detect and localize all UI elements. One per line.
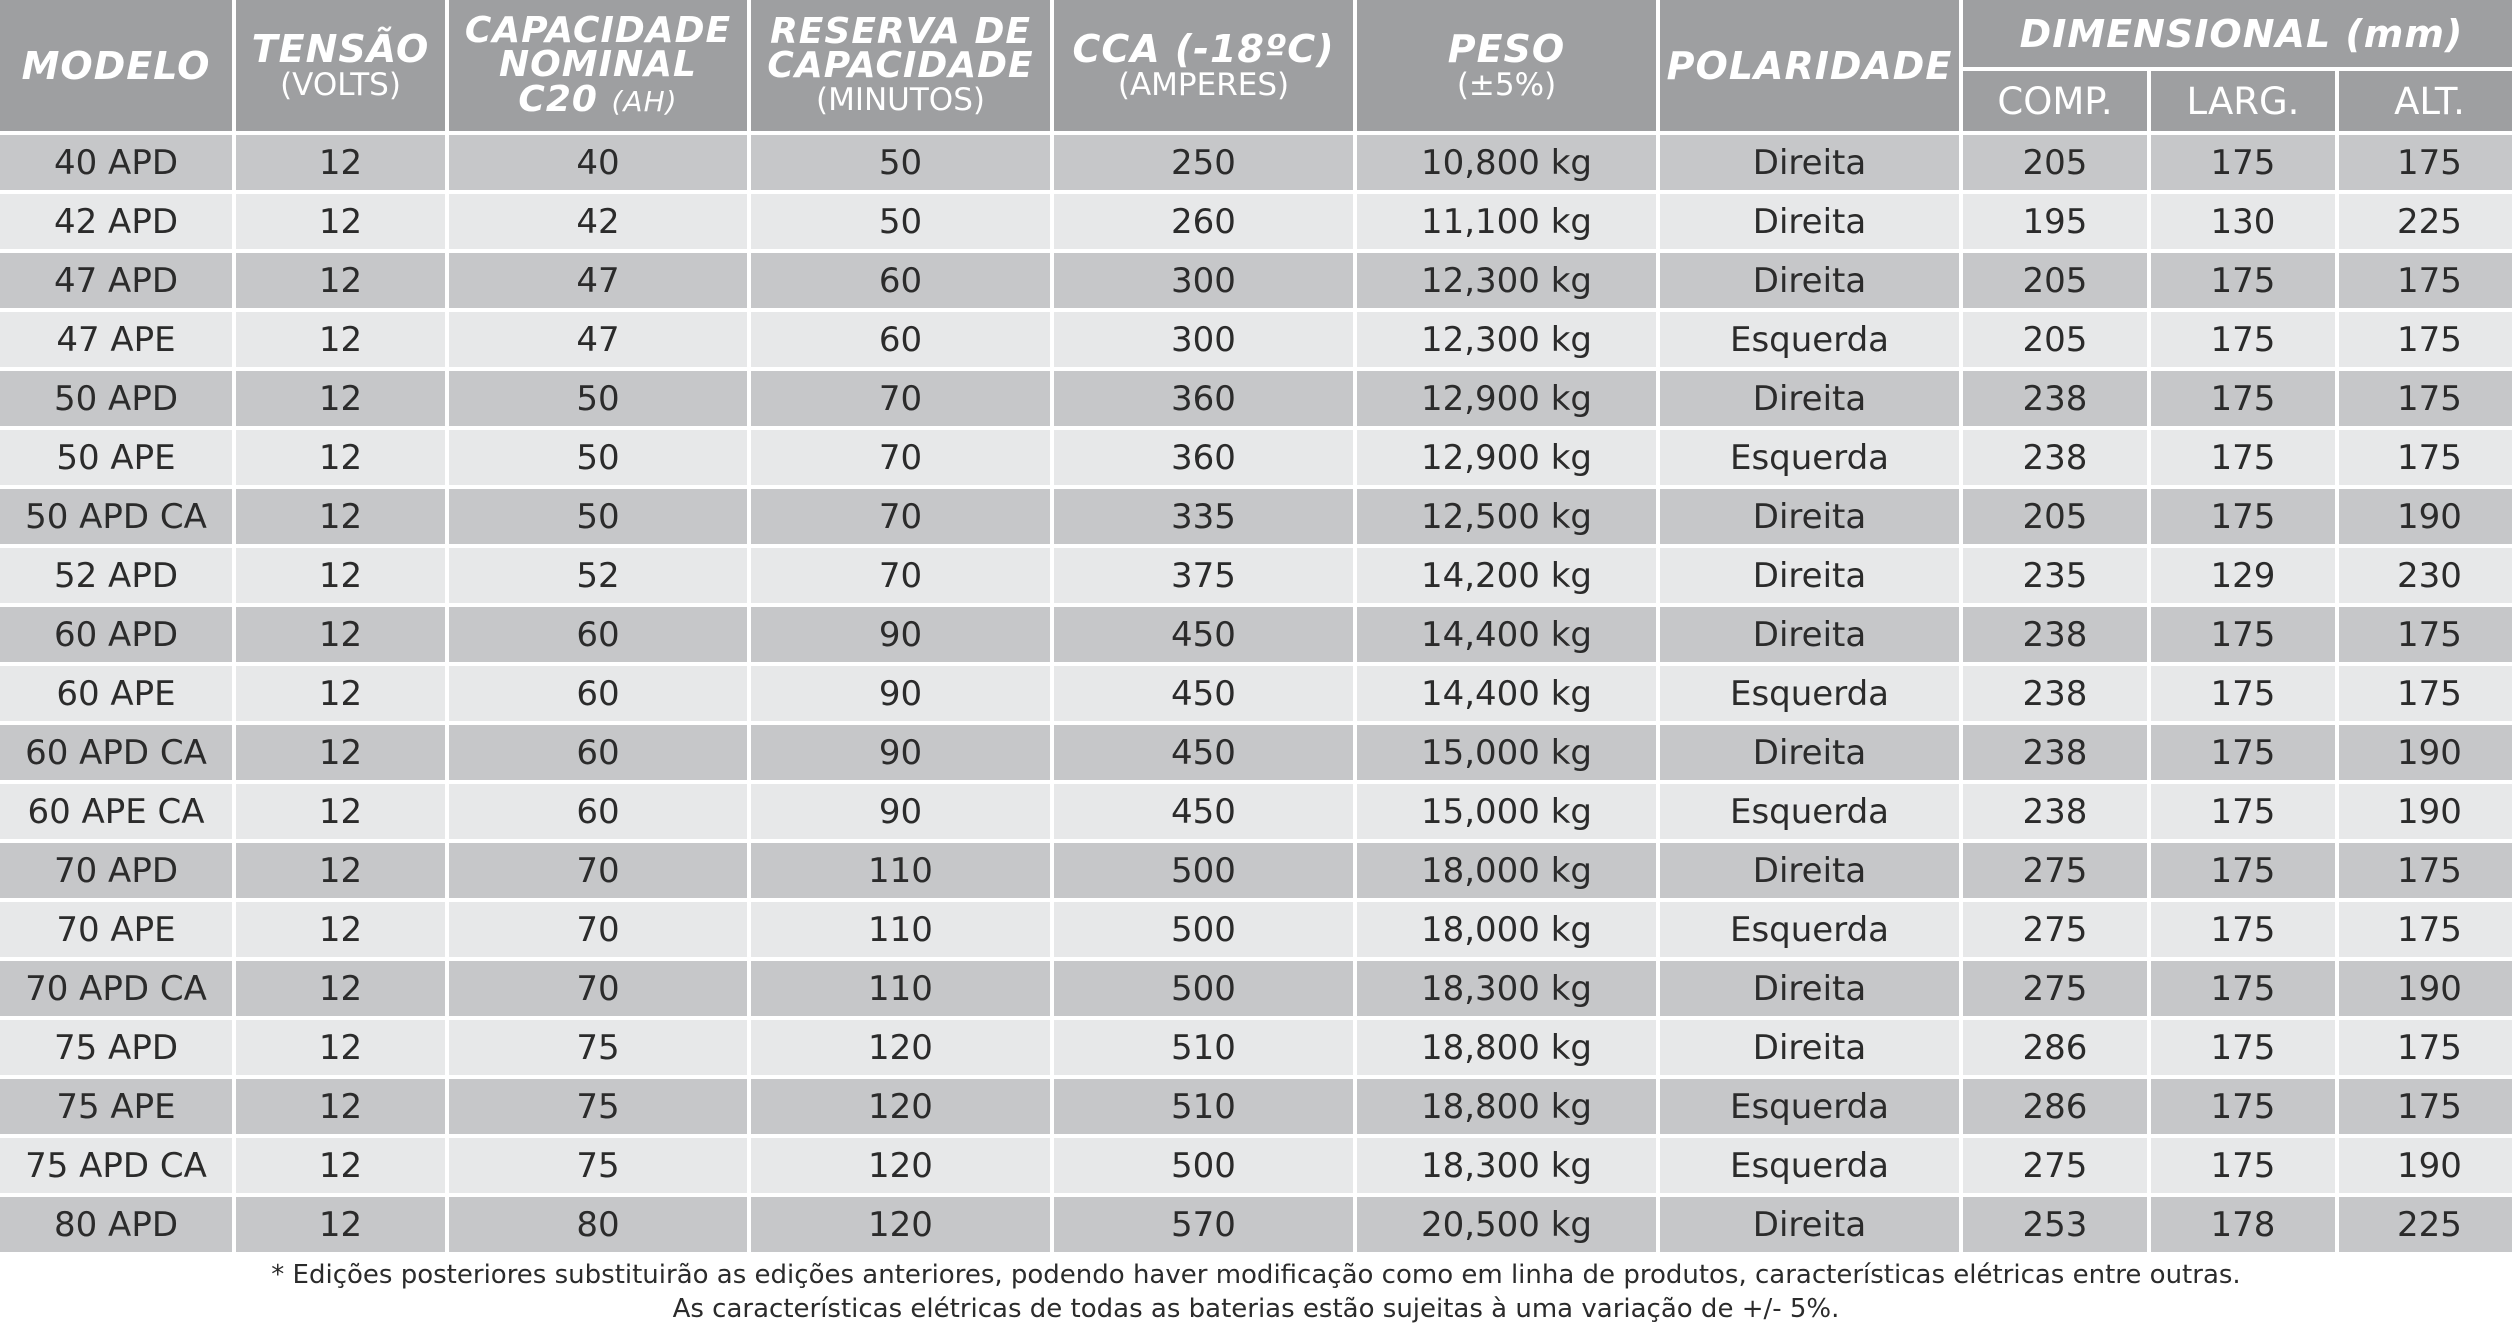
cell-peso: 12,300 kg: [1357, 312, 1656, 367]
cell-alt: 175: [2339, 430, 2512, 485]
table-row: [0, 371, 2512, 426]
cell-polaridade: Esquerda: [1660, 666, 1959, 721]
cell-alt: 175: [2339, 843, 2512, 898]
cell-modelo: 50 APD CA: [0, 489, 232, 544]
cell-peso: 18,000 kg: [1357, 902, 1656, 957]
table-row: [0, 784, 2512, 839]
cell-capacidade: 47: [449, 253, 747, 308]
table-row: [0, 253, 2512, 308]
cell-larg: 175: [2151, 784, 2335, 839]
cell-modelo: 80 APD: [0, 1197, 232, 1252]
cell-capacidade: 70: [449, 843, 747, 898]
cell-polaridade: Direita: [1660, 135, 1959, 190]
cell-cca: 450: [1054, 666, 1353, 721]
cell-cca: 450: [1054, 784, 1353, 839]
cell-cca: 500: [1054, 843, 1353, 898]
cell-peso: 14,400 kg: [1357, 666, 1656, 721]
cell-peso: 18,300 kg: [1357, 961, 1656, 1016]
cell-cca: 510: [1054, 1079, 1353, 1134]
cell-peso: 18,800 kg: [1357, 1020, 1656, 1075]
footnote-line-2: As características elétricas de todas as baterias estão sujeitas à uma variação de +/- 5%.: [672, 1294, 1840, 1324]
cell-tensao: 12: [236, 1138, 445, 1193]
footnote-line-1: * Edições posteriores substituirão as edições anteriores, podendo haver modificação como em linha de produtos, características elétricas entre outras.: [271, 1260, 2241, 1290]
cell-comp: 195: [1963, 194, 2147, 249]
header-tensao: TENSÃO (VOLTS): [236, 0, 445, 131]
cell-larg: 175: [2151, 135, 2335, 190]
cell-reserva: 120: [751, 1138, 1050, 1193]
cell-comp: 238: [1963, 371, 2147, 426]
cell-alt: 175: [2339, 607, 2512, 662]
cell-reserva: 90: [751, 725, 1050, 780]
cell-reserva: 110: [751, 843, 1050, 898]
cell-tensao: 12: [236, 430, 445, 485]
cell-modelo: 52 APD: [0, 548, 232, 603]
cell-capacidade: 47: [449, 312, 747, 367]
cell-alt: 175: [2339, 1079, 2512, 1134]
cell-cca: 450: [1054, 725, 1353, 780]
cell-capacidade: 75: [449, 1020, 747, 1075]
cell-cca: 500: [1054, 902, 1353, 957]
cell-alt: 225: [2339, 1197, 2512, 1252]
table-row: [0, 961, 2512, 1016]
cell-modelo: 50 APE: [0, 430, 232, 485]
cell-comp: 205: [1963, 489, 2147, 544]
header-alt: ALT.: [2339, 71, 2512, 131]
cell-tensao: 12: [236, 253, 445, 308]
cell-capacidade: 50: [449, 430, 747, 485]
header-capacidade: CAPACIDADE NOMINAL C20 (AH): [449, 0, 747, 131]
cell-peso: 18,300 kg: [1357, 1138, 1656, 1193]
cell-tensao: 12: [236, 725, 445, 780]
cell-peso: 15,000 kg: [1357, 784, 1656, 839]
cell-cca: 500: [1054, 961, 1353, 1016]
cell-larg: 175: [2151, 1138, 2335, 1193]
cell-cca: 300: [1054, 312, 1353, 367]
cell-comp: 235: [1963, 548, 2147, 603]
cell-capacidade: 52: [449, 548, 747, 603]
cell-alt: 175: [2339, 666, 2512, 721]
cell-peso: 14,200 kg: [1357, 548, 1656, 603]
cell-capacidade: 60: [449, 784, 747, 839]
cell-cca: 335: [1054, 489, 1353, 544]
header-modelo: MODELO: [0, 0, 232, 131]
cell-polaridade: Direita: [1660, 194, 1959, 249]
cell-cca: 250: [1054, 135, 1353, 190]
cell-polaridade: Esquerda: [1660, 784, 1959, 839]
table-row: [0, 135, 2512, 190]
header-comp: COMP.: [1963, 71, 2147, 131]
cell-capacidade: 70: [449, 902, 747, 957]
header-polaridade: POLARIDADE: [1660, 0, 1959, 131]
cell-peso: 12,900 kg: [1357, 371, 1656, 426]
cell-tensao: 12: [236, 194, 445, 249]
cell-cca: 360: [1054, 371, 1353, 426]
cell-larg: 129: [2151, 548, 2335, 603]
cell-alt: 190: [2339, 489, 2512, 544]
cell-peso: 11,100 kg: [1357, 194, 1656, 249]
cell-alt: 190: [2339, 725, 2512, 780]
cell-reserva: 120: [751, 1020, 1050, 1075]
cell-alt: 190: [2339, 961, 2512, 1016]
table-row: [0, 902, 2512, 957]
cell-cca: 500: [1054, 1138, 1353, 1193]
cell-tensao: 12: [236, 312, 445, 367]
cell-larg: 175: [2151, 666, 2335, 721]
cell-comp: 275: [1963, 843, 2147, 898]
cell-comp: 275: [1963, 961, 2147, 1016]
cell-reserva: 110: [751, 961, 1050, 1016]
cell-comp: 205: [1963, 312, 2147, 367]
table-row: [0, 1020, 2512, 1075]
cell-larg: 175: [2151, 902, 2335, 957]
cell-alt: 175: [2339, 1020, 2512, 1075]
cell-comp: 286: [1963, 1079, 2147, 1134]
header-peso: PESO (±5%): [1357, 0, 1656, 131]
cell-polaridade: Esquerda: [1660, 1138, 1959, 1193]
cell-peso: 14,400 kg: [1357, 607, 1656, 662]
cell-polaridade: Direita: [1660, 253, 1959, 308]
cell-larg: 130: [2151, 194, 2335, 249]
table-row: [0, 194, 2512, 249]
cell-capacidade: 50: [449, 489, 747, 544]
cell-reserva: 90: [751, 666, 1050, 721]
cell-modelo: 42 APD: [0, 194, 232, 249]
cell-reserva: 70: [751, 548, 1050, 603]
cell-capacidade: 60: [449, 666, 747, 721]
table-row: [0, 725, 2512, 780]
table-body: [0, 135, 2512, 1252]
cell-modelo: 40 APD: [0, 135, 232, 190]
cell-modelo: 60 APD: [0, 607, 232, 662]
cell-polaridade: Esquerda: [1660, 430, 1959, 485]
cell-capacidade: 75: [449, 1138, 747, 1193]
table-row: [0, 1197, 2512, 1252]
cell-capacidade: 75: [449, 1079, 747, 1134]
cell-alt: 225: [2339, 194, 2512, 249]
cell-tensao: 12: [236, 784, 445, 839]
table-row: [0, 489, 2512, 544]
header-larg: LARG.: [2151, 71, 2335, 131]
cell-tensao: 12: [236, 607, 445, 662]
cell-cca: 570: [1054, 1197, 1353, 1252]
cell-polaridade: Esquerda: [1660, 1079, 1959, 1134]
cell-modelo: 70 APD CA: [0, 961, 232, 1016]
cell-larg: 175: [2151, 1079, 2335, 1134]
cell-tensao: 12: [236, 371, 445, 426]
cell-comp: 238: [1963, 666, 2147, 721]
cell-reserva: 120: [751, 1197, 1050, 1252]
cell-polaridade: Direita: [1660, 371, 1959, 426]
cell-modelo: 50 APD: [0, 371, 232, 426]
cell-peso: 18,800 kg: [1357, 1079, 1656, 1134]
table-row: [0, 843, 2512, 898]
cell-tensao: 12: [236, 548, 445, 603]
cell-comp: 238: [1963, 607, 2147, 662]
header-cca: CCA (-18ºC) (AMPERES): [1054, 0, 1353, 131]
cell-capacidade: 60: [449, 725, 747, 780]
cell-reserva: 60: [751, 253, 1050, 308]
cell-larg: 175: [2151, 253, 2335, 308]
cell-peso: 20,500 kg: [1357, 1197, 1656, 1252]
cell-polaridade: Direita: [1660, 843, 1959, 898]
cell-comp: 205: [1963, 253, 2147, 308]
table-row: [0, 607, 2512, 662]
cell-larg: 175: [2151, 607, 2335, 662]
cell-cca: 450: [1054, 607, 1353, 662]
cell-larg: 175: [2151, 371, 2335, 426]
footnotes: [0, 1258, 2512, 1326]
cell-larg: 175: [2151, 489, 2335, 544]
cell-polaridade: Direita: [1660, 607, 1959, 662]
table-row: [0, 666, 2512, 721]
cell-comp: 253: [1963, 1197, 2147, 1252]
cell-larg: 175: [2151, 430, 2335, 485]
cell-tensao: 12: [236, 489, 445, 544]
cell-polaridade: Direita: [1660, 1020, 1959, 1075]
cell-modelo: 75 APD: [0, 1020, 232, 1075]
table-row: [0, 430, 2512, 485]
cell-alt: 175: [2339, 253, 2512, 308]
cell-cca: 300: [1054, 253, 1353, 308]
cell-alt: 175: [2339, 371, 2512, 426]
cell-larg: 175: [2151, 725, 2335, 780]
cell-modelo: 70 APE: [0, 902, 232, 957]
cell-comp: 238: [1963, 725, 2147, 780]
cell-alt: 230: [2339, 548, 2512, 603]
cell-cca: 360: [1054, 430, 1353, 485]
cell-polaridade: Direita: [1660, 548, 1959, 603]
cell-comp: 275: [1963, 902, 2147, 957]
cell-reserva: 110: [751, 902, 1050, 957]
cell-larg: 175: [2151, 312, 2335, 367]
cell-comp: 238: [1963, 784, 2147, 839]
cell-modelo: 60 APE: [0, 666, 232, 721]
cell-capacidade: 42: [449, 194, 747, 249]
table-row: [0, 548, 2512, 603]
table-row: [0, 312, 2512, 367]
cell-modelo: 75 APD CA: [0, 1138, 232, 1193]
cell-polaridade: Direita: [1660, 1197, 1959, 1252]
cell-peso: 12,500 kg: [1357, 489, 1656, 544]
cell-comp: 286: [1963, 1020, 2147, 1075]
cell-reserva: 70: [751, 489, 1050, 544]
cell-polaridade: Esquerda: [1660, 902, 1959, 957]
cell-alt: 175: [2339, 312, 2512, 367]
cell-comp: 205: [1963, 135, 2147, 190]
cell-reserva: 90: [751, 784, 1050, 839]
cell-polaridade: Esquerda: [1660, 312, 1959, 367]
cell-capacidade: 40: [449, 135, 747, 190]
cell-alt: 175: [2339, 902, 2512, 957]
cell-modelo: 47 APE: [0, 312, 232, 367]
cell-larg: 175: [2151, 961, 2335, 1016]
cell-peso: 12,300 kg: [1357, 253, 1656, 308]
cell-modelo: 75 APE: [0, 1079, 232, 1134]
cell-comp: 275: [1963, 1138, 2147, 1193]
table-row: [0, 1079, 2512, 1134]
cell-polaridade: Direita: [1660, 725, 1959, 780]
cell-modelo: 60 APD CA: [0, 725, 232, 780]
cell-peso: 12,900 kg: [1357, 430, 1656, 485]
cell-reserva: 50: [751, 194, 1050, 249]
cell-cca: 260: [1054, 194, 1353, 249]
cell-modelo: 70 APD: [0, 843, 232, 898]
header-dimensional: DIMENSIONAL (mm): [1963, 0, 2512, 67]
cell-peso: 10,800 kg: [1357, 135, 1656, 190]
cell-modelo: 47 APD: [0, 253, 232, 308]
cell-tensao: 12: [236, 902, 445, 957]
header-reserva: RESERVA DE CAPACIDADE (MINUTOS): [751, 0, 1050, 131]
cell-peso: 15,000 kg: [1357, 725, 1656, 780]
cell-tensao: 12: [236, 1197, 445, 1252]
cell-peso: 18,000 kg: [1357, 843, 1656, 898]
cell-larg: 178: [2151, 1197, 2335, 1252]
cell-capacidade: 60: [449, 607, 747, 662]
cell-alt: 190: [2339, 1138, 2512, 1193]
cell-reserva: 50: [751, 135, 1050, 190]
cell-tensao: 12: [236, 843, 445, 898]
cell-cca: 375: [1054, 548, 1353, 603]
cell-comp: 238: [1963, 430, 2147, 485]
cell-polaridade: Direita: [1660, 489, 1959, 544]
cell-tensao: 12: [236, 961, 445, 1016]
cell-tensao: 12: [236, 1020, 445, 1075]
cell-larg: 175: [2151, 1020, 2335, 1075]
cell-reserva: 70: [751, 371, 1050, 426]
cell-alt: 190: [2339, 784, 2512, 839]
cell-cca: 510: [1054, 1020, 1353, 1075]
cell-reserva: 60: [751, 312, 1050, 367]
table-row: [0, 1138, 2512, 1193]
cell-reserva: 70: [751, 430, 1050, 485]
cell-tensao: 12: [236, 666, 445, 721]
cell-polaridade: Direita: [1660, 961, 1959, 1016]
cell-capacidade: 50: [449, 371, 747, 426]
cell-reserva: 90: [751, 607, 1050, 662]
cell-capacidade: 80: [449, 1197, 747, 1252]
cell-tensao: 12: [236, 1079, 445, 1134]
cell-larg: 175: [2151, 843, 2335, 898]
cell-capacidade: 70: [449, 961, 747, 1016]
cell-modelo: 60 APE CA: [0, 784, 232, 839]
cell-alt: 175: [2339, 135, 2512, 190]
cell-tensao: 12: [236, 135, 445, 190]
cell-reserva: 120: [751, 1079, 1050, 1134]
